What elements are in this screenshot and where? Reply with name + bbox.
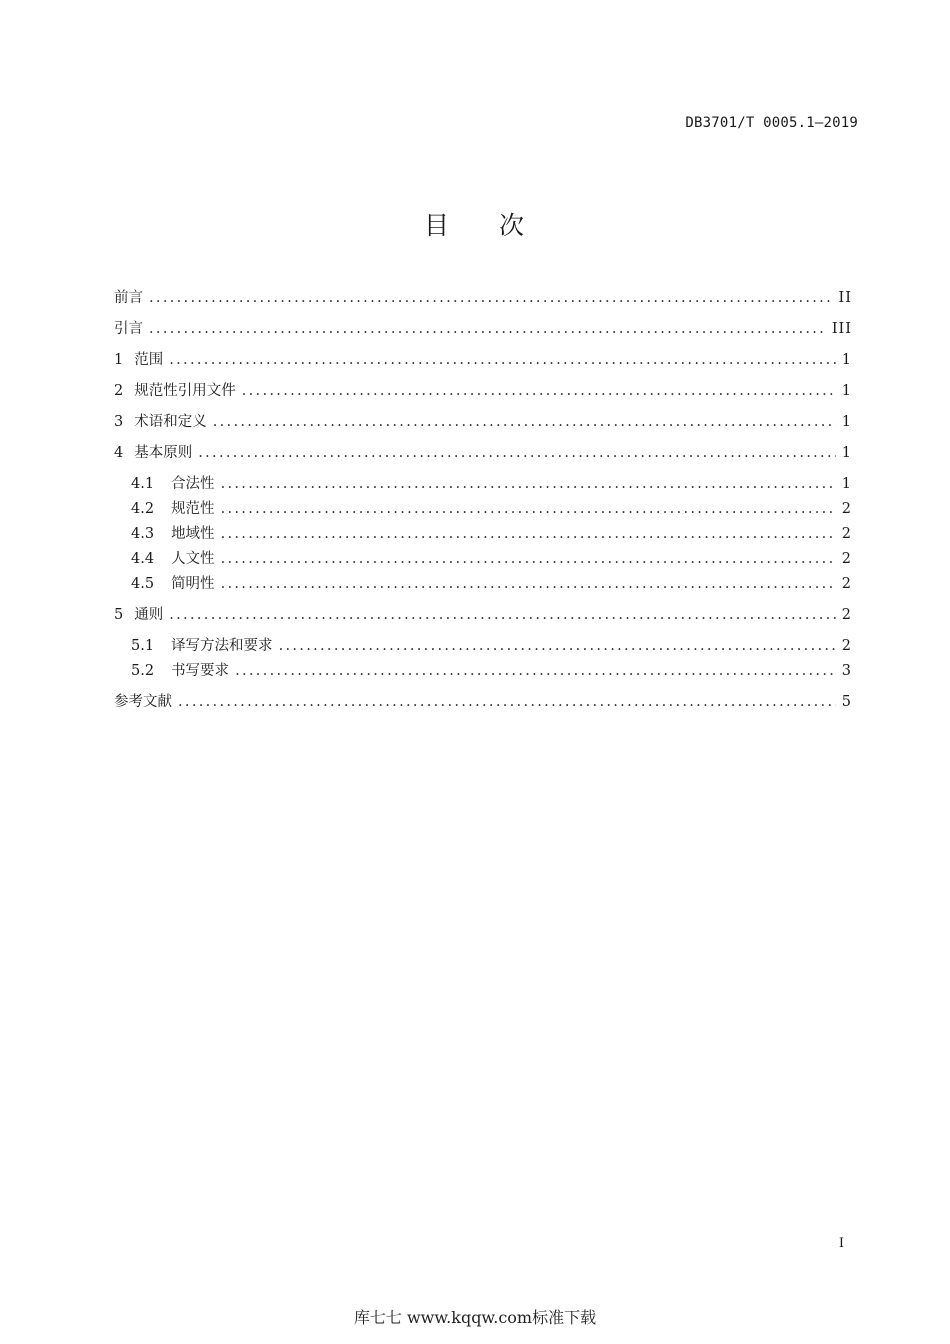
toc-entry-number: 2 [114, 383, 124, 399]
toc-leader-dots [221, 526, 836, 542]
toc-title [0, 206, 950, 242]
toc-entry-number: 4 [114, 445, 124, 461]
document-code: DB3701/T 0005.1—2019 [685, 115, 858, 131]
toc-title-part1: 目 [423, 211, 451, 240]
toc-entry-introduction[interactable] [114, 317, 852, 341]
toc-entry-page: 2 [841, 551, 852, 567]
toc-entry-page: 2 [841, 526, 852, 542]
toc-entry-page: 2 [841, 607, 852, 623]
toc-leader-dots [279, 638, 836, 654]
toc-entry-5-1[interactable] [131, 634, 852, 658]
toc-entry-page: 1 [841, 352, 852, 368]
toc-entry-text: 通则 [134, 607, 164, 623]
toc-entry-4-4[interactable] [131, 547, 852, 571]
toc-entry-page: 1 [841, 414, 852, 430]
toc-entry-text: 简明性 [171, 576, 215, 592]
toc-entry-text: 地域性 [171, 526, 215, 542]
toc-entry-page: III [831, 321, 852, 337]
toc-entry-page: II [838, 290, 852, 306]
toc-entry-text: 规范性引用文件 [134, 383, 236, 399]
toc-entry-text: 规范性 [171, 501, 215, 517]
toc-leader-dots [149, 321, 826, 337]
toc-entry-text: 基本原则 [134, 445, 193, 461]
toc-entry-bibliography[interactable] [114, 690, 852, 714]
toc-entry-4-1[interactable] [131, 472, 852, 496]
toc-entry-text: 参考文献 [114, 694, 172, 710]
toc-entry-1[interactable] [114, 348, 852, 372]
toc-title-part2: 次 [499, 211, 527, 240]
page-number: I [838, 1236, 844, 1251]
toc-entry-page: 1 [841, 445, 852, 461]
toc-entry-text: 译写方法和要求 [171, 638, 273, 654]
toc-entry-4-5[interactable] [131, 572, 852, 596]
toc-entry-3[interactable] [114, 410, 852, 434]
toc-leader-dots [221, 501, 836, 517]
toc-entry-page: 2 [841, 501, 852, 517]
toc-entry-2[interactable] [114, 379, 852, 403]
toc-entry-text: 书写要求 [171, 663, 230, 679]
toc-entry-page: 2 [841, 638, 852, 654]
toc-entry-foreword[interactable] [114, 286, 852, 310]
toc-entry-number: 4.5 [131, 576, 155, 592]
toc-entry-page: 5 [841, 694, 852, 710]
toc-entry-5[interactable] [114, 603, 852, 627]
toc-entry-text: 范围 [134, 352, 164, 368]
toc-entry-5-2[interactable] [131, 659, 852, 683]
toc-leader-dots [221, 551, 836, 567]
toc-leader-dots [235, 663, 836, 679]
toc-leader-dots [221, 576, 836, 592]
toc-entry-text: 引言 [114, 321, 143, 337]
toc-entry-text: 合法性 [171, 476, 215, 492]
toc-entry-number: 3 [114, 414, 124, 430]
toc-entry-4-2[interactable] [131, 497, 852, 521]
toc-entry-number: 5.1 [131, 638, 155, 654]
toc-leader-dots [221, 476, 836, 492]
toc-leader-dots [169, 607, 836, 623]
toc-entry-page: 3 [841, 663, 852, 679]
toc-entry-number: 5 [114, 607, 124, 623]
toc-leader-dots [178, 694, 836, 710]
toc-entry-page: 1 [841, 383, 852, 399]
toc-entry-number: 5.2 [131, 663, 155, 679]
toc-leader-dots [242, 383, 836, 399]
toc-entry-number: 1 [114, 352, 124, 368]
toc-leader-dots [169, 352, 836, 368]
toc-entry-number: 4.1 [131, 476, 155, 492]
footer-watermark: 库七七 www.kqqw.com标准下载 [353, 1308, 597, 1327]
toc-entry-number: 4.3 [131, 526, 155, 542]
toc-entry-4-3[interactable] [131, 522, 852, 546]
toc-entry-number: 4.4 [131, 551, 155, 567]
toc-entry-page: 2 [841, 576, 852, 592]
toc-entry-text: 前言 [114, 290, 143, 306]
toc-leader-dots [213, 414, 836, 430]
toc-entry-text: 人文性 [171, 551, 215, 567]
toc-entry-text: 术语和定义 [134, 414, 207, 430]
toc-entry-page: 1 [841, 476, 852, 492]
toc-entry-number: 4.2 [131, 501, 155, 517]
toc-entry-4[interactable] [114, 441, 852, 465]
toc-leader-dots [149, 290, 833, 306]
toc-leader-dots [198, 445, 836, 461]
